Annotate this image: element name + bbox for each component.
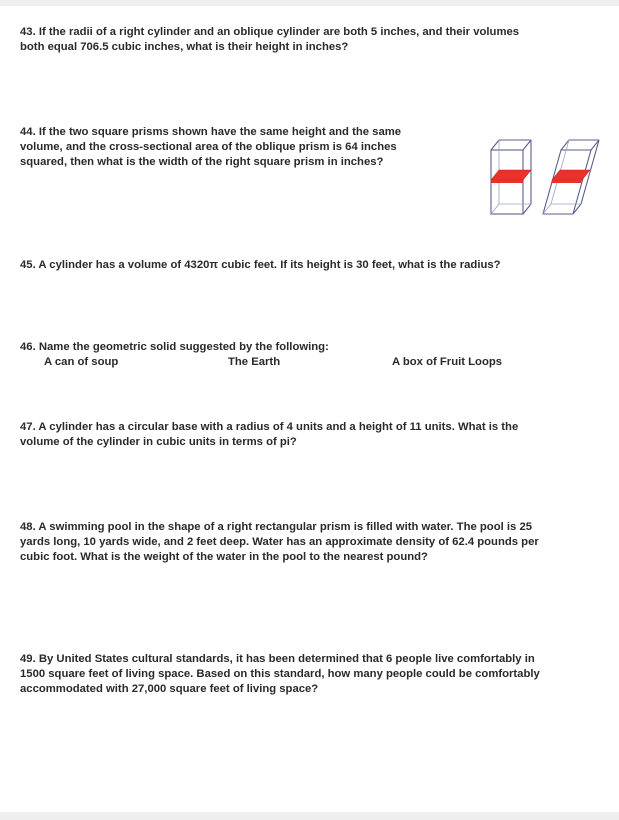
question-46-line-1: 46. Name the geometric solid suggested by the following: — [20, 341, 329, 353]
question-47-line-1: 47. A cylinder has a circular base with a radius of 4 units and a height of 11 units. What is the — [20, 421, 519, 433]
right-prism-cross-section — [491, 170, 531, 180]
question-43 — [20, 25, 519, 55]
square-prisms-figure — [485, 137, 605, 217]
question-45 — [20, 258, 501, 273]
right-prism-edge — [523, 204, 531, 214]
oblique-prism-cross-section-front — [551, 180, 582, 183]
question-46-option-earth: The Earth — [228, 356, 281, 368]
right-prism-cross-section-front — [491, 180, 523, 183]
question-49-line-1: 49. By United States cultural standards, it has been determined that 6 people live comfortably in — [20, 653, 535, 665]
question-46-option-can-of-soup: A can of soup — [44, 356, 119, 368]
question-46-option-fruit-loops: A box of Fruit Loops — [392, 356, 503, 368]
question-49-line-3: accommodated with 27,000 square feet of living space? — [20, 683, 319, 695]
page-bottom-edge — [0, 812, 619, 820]
right-prism-hidden-edge — [491, 204, 499, 214]
question-43-line-2: both equal 706.5 cubic inches, what is their height in inches? — [20, 41, 349, 53]
question-49-line-2: 1500 square feet of living space. Based on this standard, how many people could be comfortably — [20, 668, 540, 680]
right-prism-edge — [491, 140, 499, 150]
question-44-line-1: 44. If the two square prisms shown have the same height and the same — [20, 126, 402, 138]
oblique-prism-cross-section — [552, 170, 590, 180]
page-top-edge — [0, 0, 619, 6]
question-45-line-1: 45. A cylinder has a volume of 4320π cubic feet. If its height is 30 feet, what is the radius? — [20, 259, 501, 271]
question-48-line-1: 48. A swimming pool in the shape of a right rectangular prism is filled with water. The pool is 25 — [20, 521, 533, 533]
question-49 — [20, 652, 540, 697]
question-44 — [20, 125, 401, 170]
question-43-line-1: 43. If the radii of a right cylinder and an oblique cylinder are both 5 inches, and their volumes — [20, 26, 520, 38]
question-47 — [20, 420, 518, 450]
right-prism-edge — [523, 140, 531, 150]
question-46 — [20, 340, 329, 355]
question-48-line-2: yards long, 10 yards wide, and 2 feet deep. Water has an approximate density of 62.4 pounds per — [20, 536, 539, 548]
question-44-line-2: volume, and the cross-sectional area of the oblique prism is 64 inches — [20, 141, 397, 153]
question-48 — [20, 520, 539, 565]
question-44-line-3: squared, then what is the width of the right square prism in inches? — [20, 156, 384, 168]
question-48-line-3: cubic foot. What is the weight of the water in the pool to the nearest pound? — [20, 551, 428, 563]
question-47-line-2: volume of the cylinder in cubic units in terms of pi? — [20, 436, 297, 448]
